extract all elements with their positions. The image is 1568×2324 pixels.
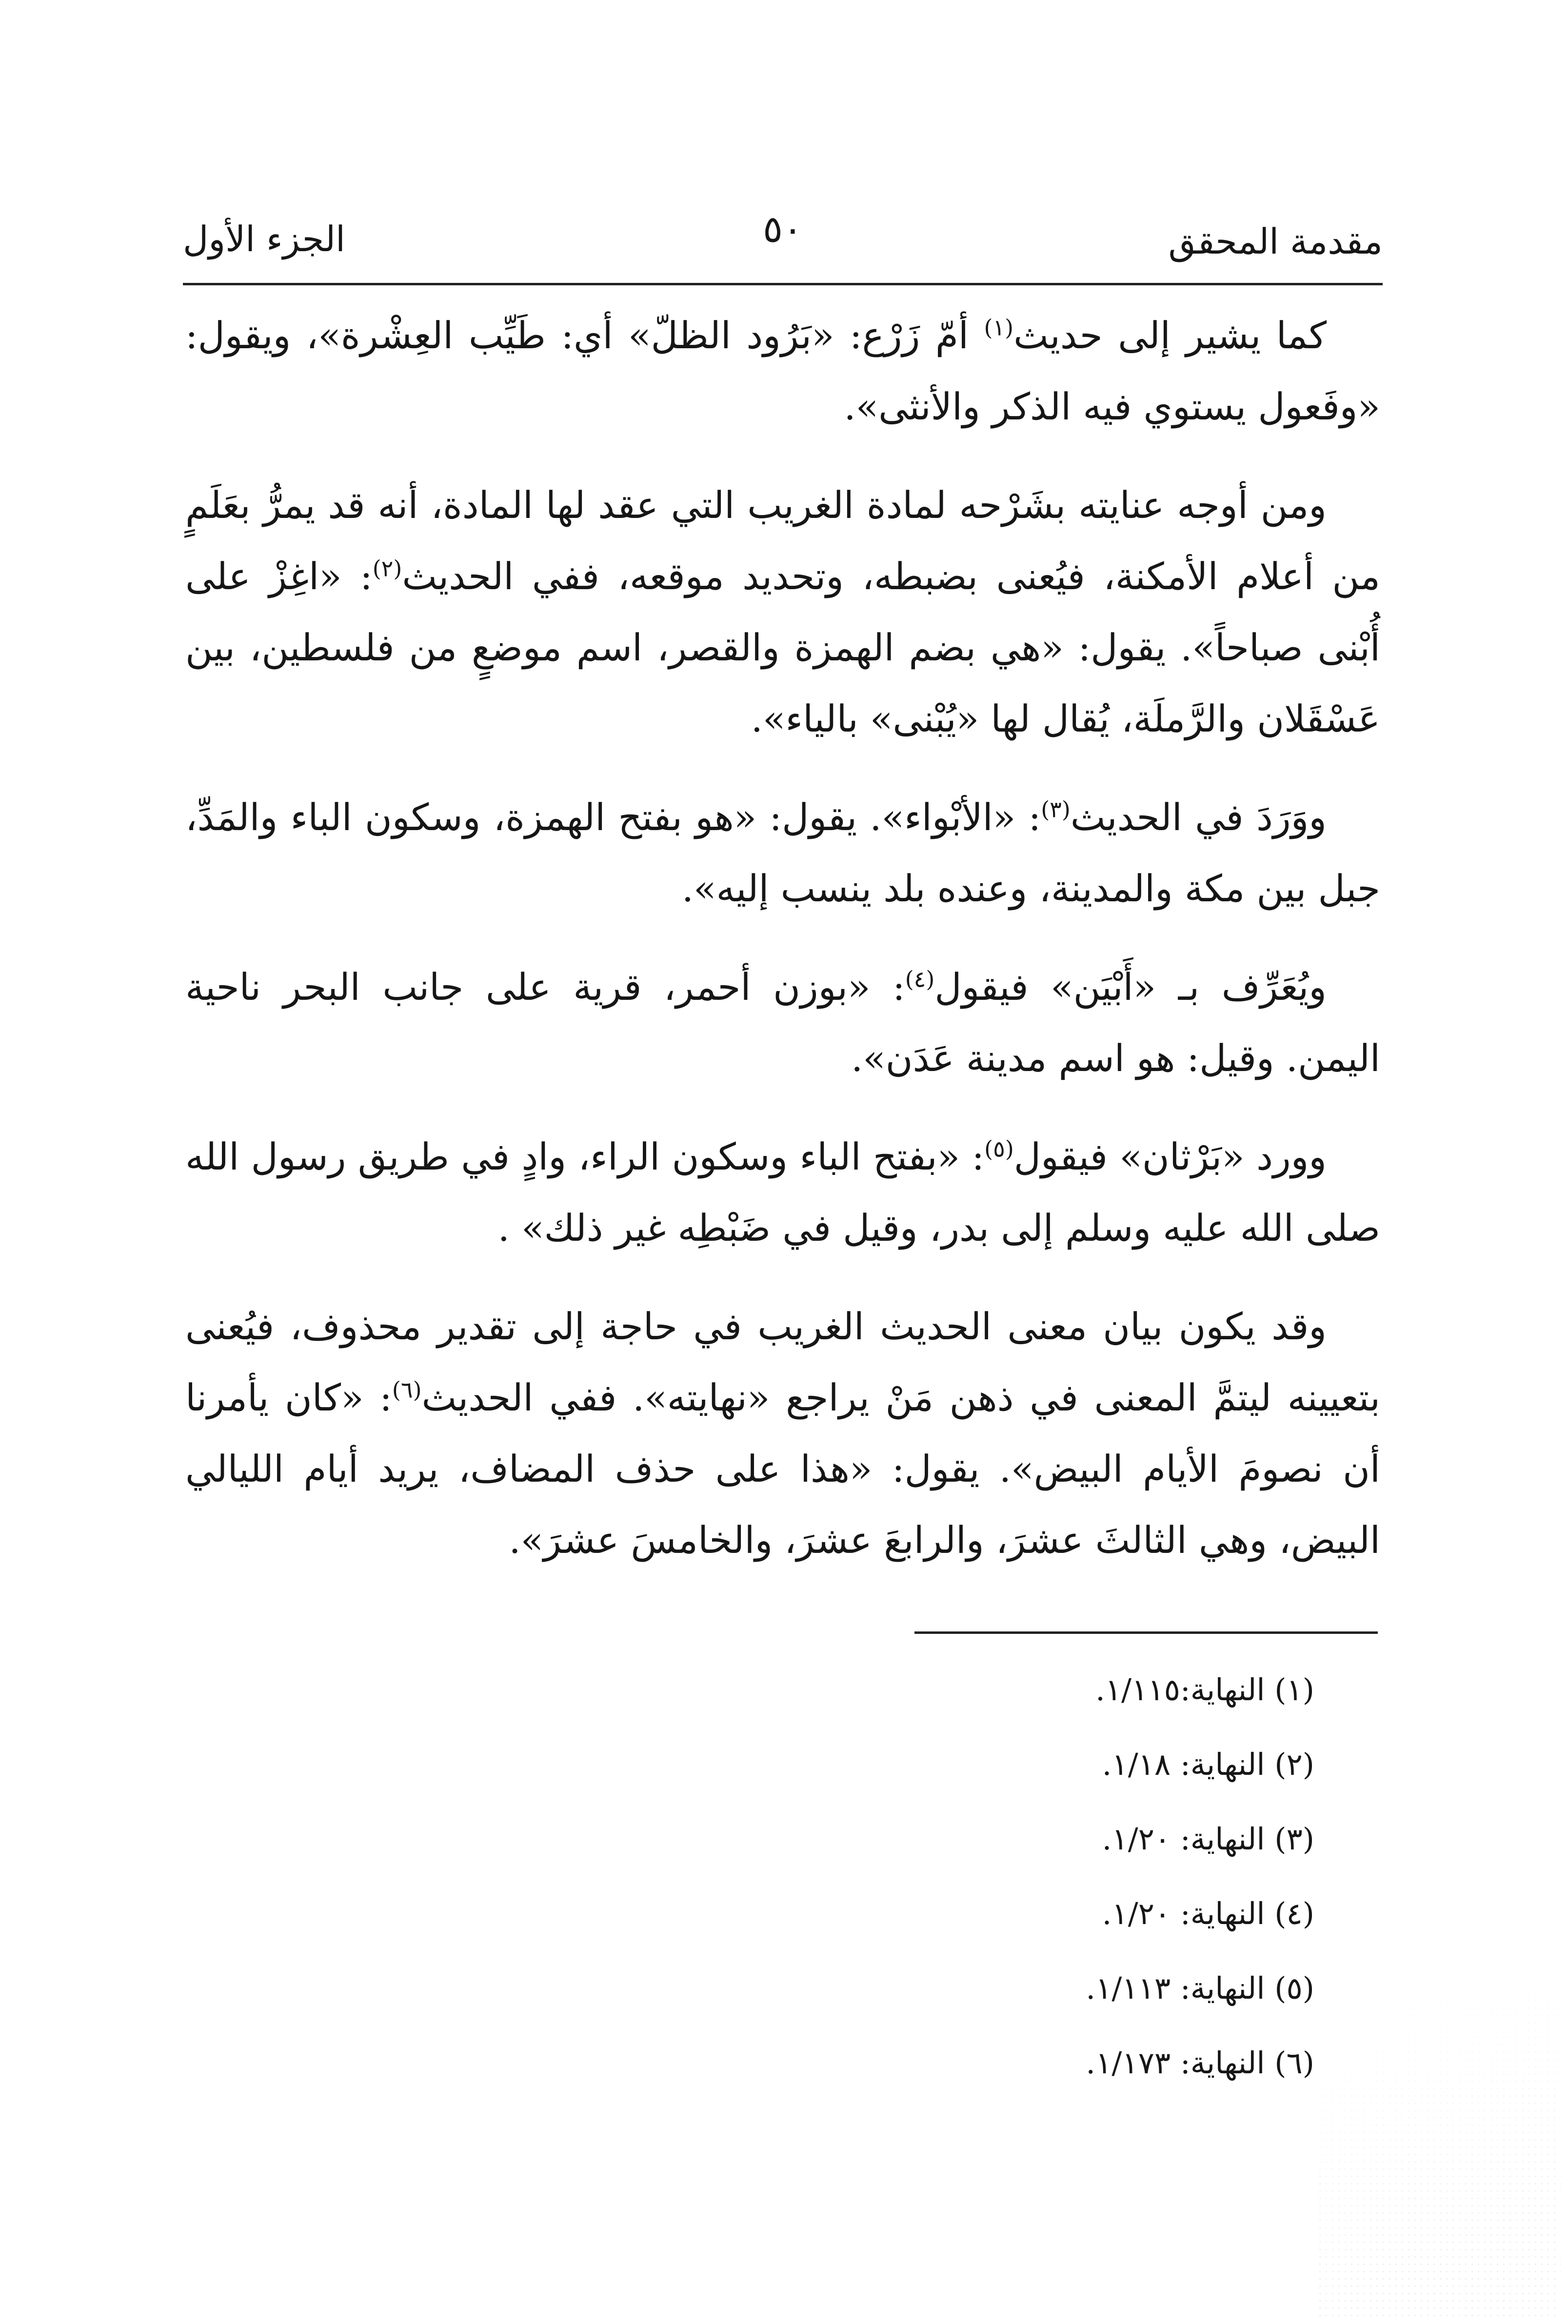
paragraph-3 <box>185 782 1380 924</box>
paragraph-text: وورد «بَرْثان» فيقول <box>1013 1135 1327 1178</box>
paragraph-1 <box>185 300 1380 442</box>
footnotes <box>632 1666 1314 2113</box>
volume-title: الجزء الأول <box>183 218 346 259</box>
running-header <box>183 205 1383 278</box>
footnote-reference: (٥) <box>984 1135 1014 1162</box>
footnote-3: (٣) النهاية: ١/٢٠. <box>1102 1821 1314 1857</box>
paragraph-text: : «الأبْواء». يقول: «هو بفتح الهمزة، وسكون الباء والمَدِّ، جبل بين مكة والمدينة، وعنده بلد ينسب إليه». <box>185 795 1380 910</box>
paragraph-text: ووَرَدَ في الحديث <box>1070 795 1327 839</box>
paragraph-5 <box>185 1121 1380 1264</box>
paragraph-text: وقد يكون بيان معنى الحديث الغريب في حاجة إلى تقدير محذوف، فيُعنى بتعيينه ليتمَّ المعنى في ذهن مَنْ يراجع «نهايته». ففي الحديث <box>185 1305 1380 1419</box>
paragraph-text: كما يشير إلى حديث <box>1013 314 1327 357</box>
paragraph-2 <box>185 470 1380 755</box>
footnote-2: (٢) النهاية: ١/١٨. <box>1102 1747 1314 1782</box>
page-number: ٥٠ <box>763 207 803 251</box>
footnote-reference: (٣) <box>1041 796 1071 823</box>
scan-noise <box>1317 1902 1561 2322</box>
paragraph-4 <box>185 952 1380 1094</box>
paragraph-text: ومن أوجه عنايته بشَرْحه لمادة الغريب التي عقد لها المادة، أنه قد يمرُّ بعَلَمٍ من أعلام الأمكنة، فيُعنى بضبطه، وتحديد موقعه، ففي الحديث <box>185 483 1380 598</box>
footnote-reference: (٤) <box>905 966 935 993</box>
paragraph-6 <box>185 1291 1380 1576</box>
paragraph-text: : «اغِزْ على أُبْنى صباحاً». يقول: «هي بضم الهمزة والقصر، اسم موضعٍ من فلسطين، بين عَسْقَلان والرَّملَة، يُقال لها «يُبْنى» بالياء». <box>185 555 1380 740</box>
body-text <box>185 300 1380 1603</box>
header-rule <box>183 283 1383 285</box>
footnote-4: (٤) النهاية: ١/٢٠. <box>1102 1896 1314 1931</box>
footnote-reference: (٦) <box>392 1376 422 1403</box>
footnote-5: (٥) النهاية: ١/١١٣. <box>1086 1970 1314 2006</box>
paragraph-text: : «بفتح الباء وسكون الراء، وادٍ في طريق رسول الله صلى الله عليه وسلم إلى بدر، وقيل في ضَبْطِه غير ذلك» . <box>185 1135 1380 1250</box>
footnote-1: (١) النهاية:١/١١٥. <box>1095 1672 1314 1708</box>
paragraph-text: أمّ زَرْع: «بَرُود الظلّ» أي: طَيِّب العِشْرة»، ويقول: «وفَعول يستوي فيه الذكر والأنثى». <box>185 314 1380 428</box>
section-title: مقدمة المحقق <box>1168 221 1383 262</box>
paragraph-text: ويُعَرِّف بـ «أَبْيَن» فيقول <box>934 965 1327 1009</box>
footnote-reference: (١) <box>984 314 1014 341</box>
footnote-separator <box>914 1631 1378 1634</box>
paragraph-text: : «كان يأمرنا أن نصومَ الأيام البيض». يقول: «هذا على حذف المضاف، يريد أيام الليالي البيض، وهي الثالثَ عشرَ، والرابعَ عشرَ، والخامسَ عشرَ». <box>185 1376 1380 1562</box>
paragraph-text: : «بوزن أحمر، قرية على جانب البحر ناحية اليمن. وقيل: هو اسم مدينة عَدَن». <box>185 965 1380 1080</box>
footnote-reference: (٢) <box>372 555 402 582</box>
footnote-6: (٦) النهاية: ١/١٧٣. <box>1086 2045 1314 2081</box>
